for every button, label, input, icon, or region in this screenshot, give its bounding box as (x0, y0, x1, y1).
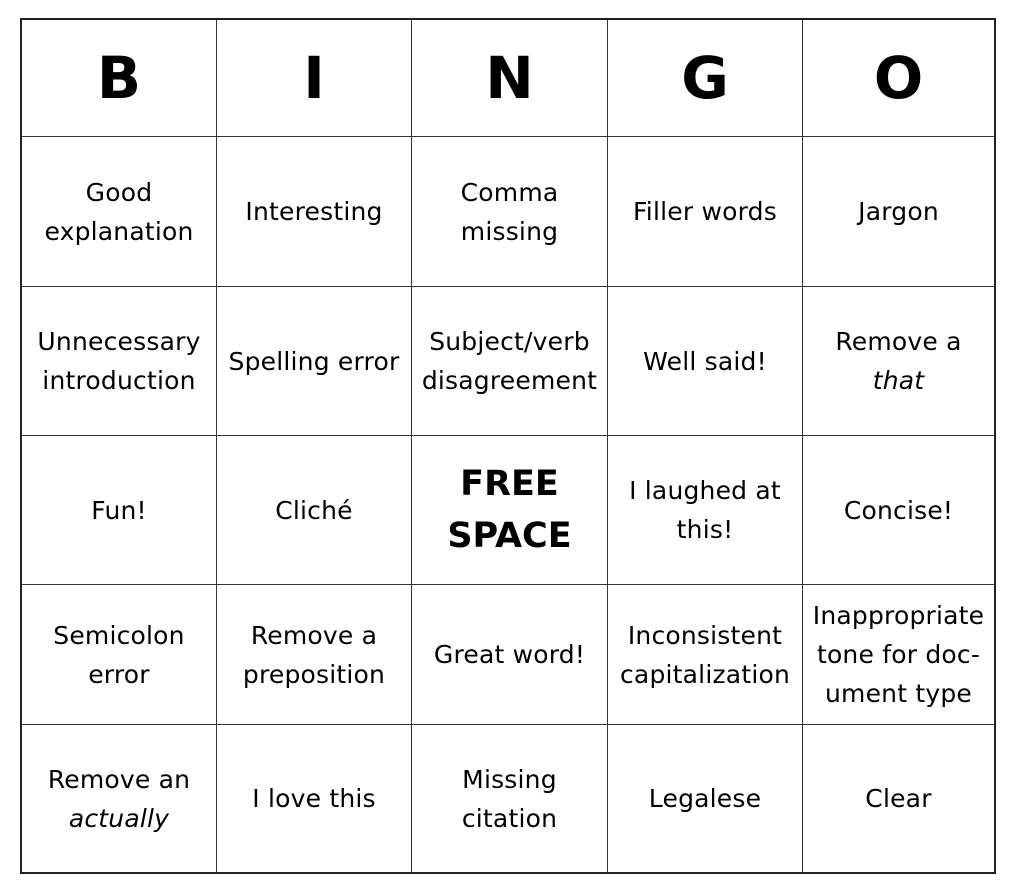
free-space-square[interactable] (412, 436, 608, 585)
square-text-line: FREE (460, 464, 559, 504)
square-text-line: disagreement (421, 366, 598, 395)
square-label (633, 192, 777, 231)
bingo-square[interactable] (412, 585, 608, 725)
bingo-square[interactable] (608, 585, 803, 725)
square-text-line: Legalese (648, 784, 762, 813)
bingo-square[interactable] (22, 287, 217, 436)
bingo-square[interactable] (608, 725, 803, 872)
square-label (245, 192, 382, 231)
square-text-line: Inappropriate (812, 601, 985, 630)
square-text-line: SPACE (447, 516, 572, 556)
square-label (461, 173, 559, 251)
bingo-square[interactable] (217, 287, 412, 436)
square-text-line: I love this (252, 784, 376, 813)
square-label (91, 491, 147, 530)
square-text-line: Inconsistent (627, 620, 783, 650)
square-label (53, 616, 184, 694)
bingo-square[interactable] (803, 725, 994, 872)
square-label (813, 596, 985, 713)
bingo-square[interactable] (803, 436, 994, 585)
square-text-line: Good (85, 177, 153, 207)
square-label (434, 635, 585, 674)
bingo-square[interactable] (22, 725, 217, 872)
square-text-line: actually (68, 803, 170, 833)
square-text-line: capitalization (619, 659, 791, 689)
bingo-square[interactable] (608, 287, 803, 436)
bingo-square[interactable] (22, 585, 217, 725)
bingo-square[interactable] (803, 287, 994, 436)
square-label (835, 322, 961, 400)
square-text-line: error (88, 659, 150, 689)
square-text-line: Subject/verb (429, 327, 590, 356)
bingo-square[interactable] (217, 725, 412, 872)
square-text-line: Interesting (245, 197, 383, 226)
square-text-line: Remove an (47, 764, 191, 794)
bingo-square[interactable] (608, 137, 803, 287)
bingo-square[interactable] (22, 436, 217, 585)
square-label (275, 491, 353, 530)
bingo-square[interactable] (412, 137, 608, 287)
square-label (649, 779, 761, 818)
square-label (865, 779, 931, 818)
square-text-line: Filler words (633, 197, 777, 226)
square-text-line: Comma (460, 177, 559, 207)
bingo-card (20, 18, 996, 874)
square-text-line: explanation (44, 216, 194, 246)
square-label (620, 616, 790, 694)
square-text-line: Remove a (250, 620, 378, 650)
bingo-square[interactable] (217, 585, 412, 725)
square-label (422, 322, 597, 400)
square-label (447, 458, 571, 562)
square-text-line: ument type (824, 679, 973, 708)
square-text-line: Cliché (275, 495, 353, 525)
square-text-line: Spelling error (228, 346, 400, 376)
square-text-line: citation (461, 803, 558, 833)
header-letter-o: O (803, 20, 994, 137)
bingo-square[interactable] (803, 137, 994, 287)
square-label (643, 342, 767, 381)
square-text-line: tone for doc- (816, 640, 981, 669)
square-text-line: that (872, 366, 925, 395)
square-label (243, 616, 385, 694)
square-label (229, 342, 400, 381)
square-text-line: introduction (42, 366, 196, 395)
square-label (37, 322, 200, 400)
square-text-line: preposition (242, 659, 386, 689)
square-label (252, 779, 376, 818)
square-text-line: Fun! (91, 495, 147, 525)
square-text-line: Great word! (433, 640, 586, 669)
square-label (629, 471, 781, 549)
square-label (858, 192, 939, 231)
square-text-line: Missing (462, 764, 557, 794)
bingo-square[interactable] (217, 137, 412, 287)
header-letter-i: I (217, 20, 412, 137)
square-label (44, 173, 193, 251)
square-text-line: I laughed at (629, 476, 781, 505)
bingo-square[interactable] (412, 287, 608, 436)
bingo-square[interactable] (22, 137, 217, 287)
square-text-line: Concise! (843, 495, 954, 525)
square-label (844, 491, 953, 530)
header-letter-b: B (22, 20, 217, 137)
bingo-square[interactable] (608, 436, 803, 585)
square-text-line: Remove a (835, 327, 962, 356)
header-letter-n: N (412, 20, 608, 137)
bingo-square[interactable] (412, 725, 608, 872)
bingo-square[interactable] (803, 585, 994, 725)
header-letter-g: G (608, 20, 803, 137)
square-text-line: missing (460, 216, 559, 246)
square-text-line: Semicolon (53, 620, 185, 650)
square-text-line: Unnecessary (37, 327, 201, 356)
square-text-line: Well said! (643, 346, 767, 376)
bingo-square[interactable] (217, 436, 412, 585)
square-label (48, 760, 190, 838)
square-text-line: this! (676, 515, 734, 544)
square-label (462, 760, 557, 838)
square-text-line: Clear (865, 784, 932, 813)
square-text-line: Jargon (858, 197, 939, 226)
